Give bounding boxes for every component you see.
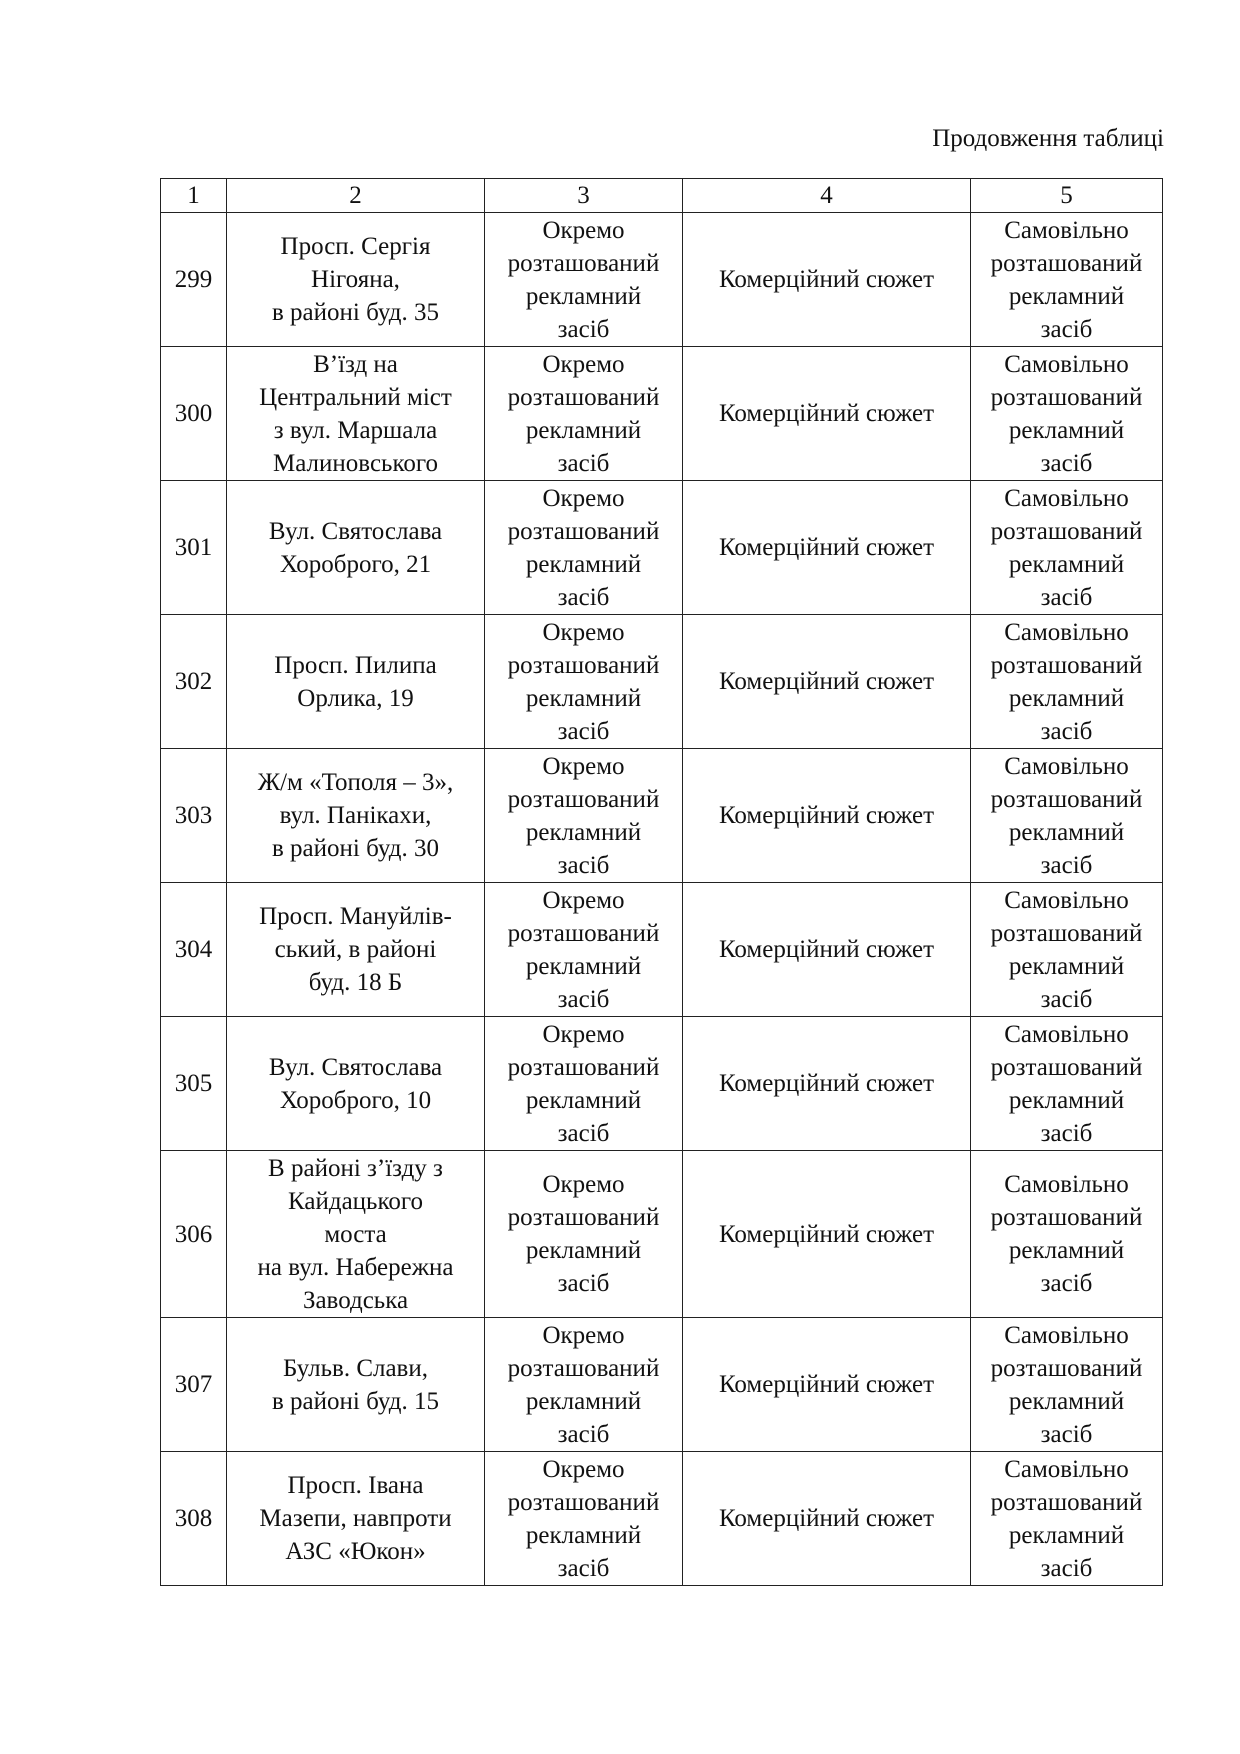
row-plot: Комерційний сюжет — [683, 615, 971, 749]
row-address: В’їзд на Центральний міст з вул. Маршала Малиновського — [227, 347, 485, 481]
row-type: Окремо розташований рекламний засіб — [485, 213, 683, 347]
table-caption: Продовження таблиці — [932, 125, 1164, 152]
row-status: Самовільно розташований рекламний засіб — [971, 1318, 1163, 1452]
row-status: Самовільно розташований рекламний засіб — [971, 615, 1163, 749]
row-plot: Комерційний сюжет — [683, 213, 971, 347]
header-col-5: 5 — [971, 179, 1163, 213]
row-plot: Комерційний сюжет — [683, 749, 971, 883]
header-col-4: 4 — [683, 179, 971, 213]
header-row — [161, 179, 1163, 213]
table-body — [161, 213, 1163, 1586]
table-row — [161, 347, 1163, 481]
row-number: 308 — [161, 1452, 227, 1586]
row-plot: Комерційний сюжет — [683, 1452, 971, 1586]
row-type: Окремо розташований рекламний засіб — [485, 615, 683, 749]
row-type: Окремо розташований рекламний засіб — [485, 347, 683, 481]
row-status: Самовільно розташований рекламний засіб — [971, 213, 1163, 347]
table-row — [161, 883, 1163, 1017]
row-address: Бульв. Слави, в районі буд. 15 — [227, 1318, 485, 1452]
row-type: Окремо розташований рекламний засіб — [485, 481, 683, 615]
row-status: Самовільно розташований рекламний засіб — [971, 1151, 1163, 1318]
row-number: 301 — [161, 481, 227, 615]
row-plot: Комерційний сюжет — [683, 481, 971, 615]
row-status: Самовільно розташований рекламний засіб — [971, 481, 1163, 615]
row-number: 303 — [161, 749, 227, 883]
row-address: Вул. Святослава Хороброго, 21 — [227, 481, 485, 615]
row-address: В районі з’їзду з Кайдацького моста на вул. Набережна Заводська — [227, 1151, 485, 1318]
table-row — [161, 615, 1163, 749]
row-type: Окремо розташований рекламний засіб — [485, 1452, 683, 1586]
table-row — [161, 213, 1163, 347]
row-number: 300 — [161, 347, 227, 481]
row-type: Окремо розташований рекламний засіб — [485, 883, 683, 1017]
row-plot: Комерційний сюжет — [683, 1318, 971, 1452]
row-type: Окремо розташований рекламний засіб — [485, 1017, 683, 1151]
row-type: Окремо розташований рекламний засіб — [485, 1151, 683, 1318]
row-address: Просп. Мануйлів- ський, в районі буд. 18 Б — [227, 883, 485, 1017]
row-status: Самовільно розташований рекламний засіб — [971, 883, 1163, 1017]
row-address: Просп. Сергія Нігояна, в районі буд. 35 — [227, 213, 485, 347]
data-table — [160, 178, 1163, 1586]
row-address: Просп. Пилипа Орлика, 19 — [227, 615, 485, 749]
table-row — [161, 1017, 1163, 1151]
table-header — [161, 179, 1163, 213]
row-number: 306 — [161, 1151, 227, 1318]
row-address: Ж/м «Тополя – 3», вул. Панікахи, в районі буд. 30 — [227, 749, 485, 883]
row-number: 305 — [161, 1017, 227, 1151]
table-row — [161, 481, 1163, 615]
header-col-3: 3 — [485, 179, 683, 213]
row-plot: Комерційний сюжет — [683, 1017, 971, 1151]
table-row — [161, 1318, 1163, 1452]
row-number: 302 — [161, 615, 227, 749]
row-plot: Комерційний сюжет — [683, 347, 971, 481]
row-status: Самовільно розташований рекламний засіб — [971, 1452, 1163, 1586]
row-type: Окремо розташований рекламний засіб — [485, 749, 683, 883]
header-col-2: 2 — [227, 179, 485, 213]
row-status: Самовільно розташований рекламний засіб — [971, 347, 1163, 481]
row-number: 304 — [161, 883, 227, 1017]
table-row — [161, 749, 1163, 883]
row-address: Просп. Івана Мазепи, навпроти АЗС «Юкон» — [227, 1452, 485, 1586]
table-row — [161, 1151, 1163, 1318]
row-plot: Комерційний сюжет — [683, 1151, 971, 1318]
row-type: Окремо розташований рекламний засіб — [485, 1318, 683, 1452]
row-status: Самовільно розташований рекламний засіб — [971, 1017, 1163, 1151]
row-address: Вул. Святослава Хороброго, 10 — [227, 1017, 485, 1151]
table-row — [161, 1452, 1163, 1586]
row-number: 307 — [161, 1318, 227, 1452]
row-plot: Комерційний сюжет — [683, 883, 971, 1017]
row-status: Самовільно розташований рекламний засіб — [971, 749, 1163, 883]
header-col-1: 1 — [161, 179, 227, 213]
row-number: 299 — [161, 213, 227, 347]
